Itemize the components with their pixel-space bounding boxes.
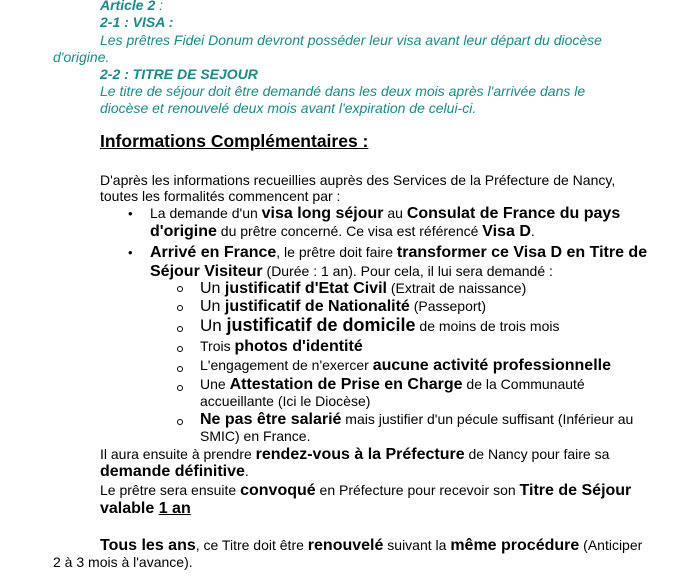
after-line-4 xyxy=(100,500,191,517)
b1-h: . xyxy=(530,223,535,239)
sub-bullet-4 xyxy=(177,346,183,352)
s6a: Une xyxy=(200,376,230,392)
b1-g: Visa D xyxy=(482,223,531,240)
article-title-text: Article 2 xyxy=(100,0,156,13)
b2-d: Séjour Visiteur xyxy=(150,263,263,280)
after-line-1 xyxy=(100,446,609,463)
after-line-2 xyxy=(100,463,249,480)
a4a: valable xyxy=(100,500,159,517)
sub-bullet-2 xyxy=(177,305,183,311)
sub-item-5 xyxy=(200,357,611,374)
intro-line-2: toutes les formalités commencent par : xyxy=(100,188,341,204)
s4b: photos d'identité xyxy=(234,338,363,355)
intro-line-1: D'après les informations recueillies auprès des Services de la Préfecture de Nancy, xyxy=(100,172,616,188)
a3b: convoqué xyxy=(240,482,316,499)
a3d: Titre de Séjour xyxy=(519,482,632,499)
s7b: mais justifier d'un pécule suffisant (Inférieur au xyxy=(341,411,634,427)
b1-c: au xyxy=(383,205,407,221)
t-d: suivant la xyxy=(383,537,451,553)
sub-item-7-line-2: SMIC) en France. xyxy=(200,428,311,444)
a4b: 1 an xyxy=(158,500,191,517)
sub-item-6-line-1 xyxy=(200,376,585,393)
b1-b: visa long séjour xyxy=(261,205,384,222)
sub-item-1 xyxy=(200,280,526,297)
tous-line-1 xyxy=(100,537,642,554)
a2: demande définitive xyxy=(100,463,245,480)
s2a: Un xyxy=(200,298,225,315)
b1-e: d'origine xyxy=(150,223,217,240)
b2-a: Arrivé en France xyxy=(150,244,277,261)
b2-b: , le prêtre doit faire xyxy=(276,244,397,260)
bullet-dot-2: • xyxy=(128,245,133,260)
a3c: en Préfecture pour recevoir son xyxy=(315,482,520,498)
s2c: (Passeport) xyxy=(409,298,487,314)
a1b: rendez-vous à la Préfecture xyxy=(255,446,465,463)
a1a: Il aura ensuite à prendre xyxy=(100,446,256,462)
sub-item-6-line-2: accueillante (Ici le Diocèse) xyxy=(200,393,371,409)
bullet-2-line-2 xyxy=(150,263,553,280)
visa-heading: 2-1 : VISA : xyxy=(100,14,174,30)
sub-item-3 xyxy=(200,317,559,335)
visa-text-line-2: d'origine. xyxy=(53,49,110,65)
t-e: même procédure xyxy=(450,537,580,554)
article-title-suffix: : xyxy=(155,0,164,13)
s6b: Attestation de Prise en Charge xyxy=(229,376,463,393)
s5b: aucune activité professionnelle xyxy=(372,357,611,374)
s1a: Un xyxy=(200,280,225,297)
b1-f: du prêtre concerné. Ce visa est référencé xyxy=(216,223,483,239)
b2-c: transformer ce Visa D en Titre de xyxy=(396,244,648,261)
s6c: de la Communauté xyxy=(462,376,585,392)
s1c: (Extrait de naissance) xyxy=(386,280,527,296)
bullet-1-line-2 xyxy=(150,223,535,240)
s1b: justificatif d'Etat Civil xyxy=(224,280,387,297)
a2b: . xyxy=(244,463,249,479)
sub-item-4 xyxy=(200,338,363,355)
sub-item-2 xyxy=(200,298,486,315)
s3b: justificatif de domicile xyxy=(226,315,416,335)
after-line-3 xyxy=(100,482,631,499)
a1c: de Nancy pour faire sa xyxy=(464,446,610,462)
s3c: de moins de trois mois xyxy=(415,318,560,334)
info-heading: Informations Complémentaires : xyxy=(100,131,369,151)
sub-bullet-7 xyxy=(177,419,183,425)
b1-d: Consulat de France du pays xyxy=(406,205,621,222)
tous-line-2: 2 à 3 mois à l'avance). xyxy=(53,554,193,570)
sub-bullet-5 xyxy=(177,366,183,372)
s7a: Ne pas être salarié xyxy=(200,411,342,428)
sub-bullet-6 xyxy=(177,385,183,391)
sejour-text-line-1: Le titre de séjour doit être demandé dans les deux mois après l'arrivée dans le xyxy=(100,83,586,99)
bullet-dot-1: • xyxy=(128,206,133,221)
t-f: (Anticiper xyxy=(579,537,643,553)
sub-bullet-3 xyxy=(177,326,183,332)
sub-item-7-line-1 xyxy=(200,411,633,428)
s3a: Un xyxy=(200,316,227,335)
bullet-2-line-1 xyxy=(150,244,647,261)
sub-bullet-1 xyxy=(177,286,183,292)
t-c: renouvelé xyxy=(307,537,384,554)
s5a: L'engagement de n'exercer xyxy=(200,357,373,373)
article-title xyxy=(100,0,163,14)
a3a: Le prêtre sera ensuite xyxy=(100,482,241,498)
s2b: justificatif de Nationalité xyxy=(224,298,410,315)
s4a: Trois xyxy=(200,338,235,354)
bullet-1-line-1 xyxy=(150,205,620,222)
t-a: Tous les ans xyxy=(100,537,196,554)
b1-a: La demande d'un xyxy=(150,205,262,221)
t-b: , ce Titre doit être xyxy=(195,537,308,553)
sejour-heading: 2-2 : TITRE DE SEJOUR xyxy=(100,66,258,82)
sejour-text-line-2: diocèse et renouvelé deux mois avant l'expiration de celui-ci. xyxy=(100,100,477,116)
b2-e: (Durée : 1 an). Pour cela, il lui sera demandé : xyxy=(262,263,553,279)
visa-text-line-1: Les prêtres Fidei Donum devront posséder leur visa avant leur départ du diocèse xyxy=(100,32,602,48)
